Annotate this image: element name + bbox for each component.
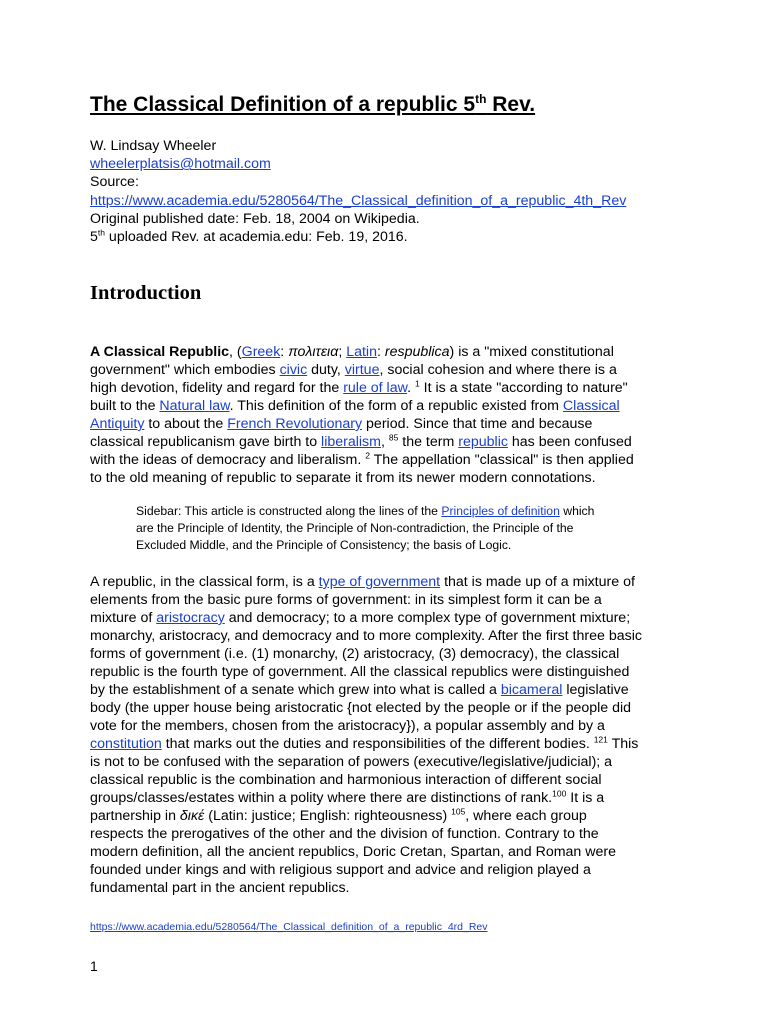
footnote-ref: 100 [552,788,567,799]
link-virtue[interactable]: virtue [344,362,380,378]
link-rule-of-law[interactable]: rule of law [343,380,408,396]
revision-line: 5th uploaded Rev. at academia.edu: Feb. 19, 2016. [90,227,408,246]
term-classical-republic: A Classical Republic [90,344,230,360]
link-natural-law[interactable]: Natural law [159,398,230,414]
source-label: Source: [90,174,139,191]
footnote-ref: 85 [388,432,399,443]
link-classical[interactable]: Classical [562,398,620,414]
link-type-of-government[interactable]: type of government [318,574,441,590]
latin-word: respublica [384,344,450,360]
greek-word: πολιτεια [288,344,339,360]
link-liberalism[interactable]: liberalism [321,434,381,450]
introduction-heading: Introduction [90,282,202,304]
footnote-ref: 2 [365,450,370,461]
footnote-ref: 105 [451,806,466,817]
title-text: The Classical Definition of a republic 5 [90,93,476,116]
link-aristocracy[interactable]: aristocracy [156,610,225,626]
link-bicameral[interactable]: bicameral [500,682,563,698]
link-civic[interactable]: civic [279,362,308,378]
link-french-revolutionary[interactable]: French Revolutionary [227,416,363,432]
link-latin[interactable]: Latin [346,344,377,360]
greek-word: δικέ [179,808,205,824]
link-constitution[interactable]: constitution [90,736,162,752]
sidebar-note: Sidebar: This article is constructed along the lines of the Principles of definition which are the Principle of Identity, the Principle of Non-contradiction, the Principle of the Excluded Middle, and the Principle of Consistency; the basis of Logic. [136,504,595,552]
footer-link[interactable]: https://www.academia.edu/5280564/The_Classical_definition_of_a_republic_4rd_Rev [90,921,488,933]
link-greek[interactable]: Greek [241,344,281,360]
intro-paragraph: A Classical Republic, (Greek: πολιτεια; Latin: respublica) is a "mixed constitutional government" which embodies civic duty, virtue, social cohesion and where there is a high devotion, fidelity and regard for the rule of law. $^1$ It is a state "according to nature" built to the Natural law. This definition of the form of a republic existed from Classical Antiquity to about the French Revolutionary period. Since that time and because classical republicanism gave birth to liberalism, $^{85}$ the term republic has been confused with the ideas of democracy and liberalism. $^2$ The appellation "classical" is then applied to the old meaning of republic to separate it from its newer modern connotations. [90,344,634,486]
link-republic[interactable]: republic [458,434,508,450]
document-title [90,93,730,117]
link-principles-of-definition[interactable]: Principles of definition [441,504,560,518]
page-number: 1 [90,958,98,974]
original-date: Original published date: Feb. 18, 2004 on Wikipedia. [90,210,420,227]
footnote-ref: 121 [593,734,608,745]
title-end: Rev. [486,93,536,116]
footnote-ref: 1 [414,378,420,389]
author-email-link[interactable]: wheelerplatsis@hotmail.com [90,156,271,173]
author-name: W. Lindsay Wheeler [90,138,217,154]
source-url-link[interactable]: https://www.academia.edu/5280564/The_Classical_definition_of_a_republic_4th_Rev [90,192,627,209]
document-meta [90,137,730,246]
link-antiquity[interactable]: Antiquity [90,416,145,432]
republic-paragraph: A republic, in the classical form, is a type of government that is made up of a mixture of elements from the basic pure forms of government: in its simplest form it can be a mixture of aristocracy and democracy; to a more complex type of government mixture; monarchy, aristocracy, and democracy and to more complexity. After the first three basic forms of government (i.e. (1) monarchy, (2) aristocracy, (3) democracy), the classical republic is the fourth type of government. All the classical republics were distinguished by the establishment of a senate which grew into what is called a bicameral legislative body (the upper house being aristocratic {not elected by the people or if the people did vote for the members, chosen from the aristocracy}), a popular assembly and by a constitution that marks out the duties and responsibilities of the different bodies. $^{121}$ This is not to be confused with the separation of powers (executive/legislative/judicial); a classical republic is the combination and harmonious interaction of different social groups/classes/estates within a polity where there are distinctions of rank.$^{100}$ It is a partnership in δικέ (Latin: justice; English: righteousness) $^{105}$, where each group respects the prerogatives of the other and the division of function. Contrary to the modern definition, all the ancient republics, Doric Cretan, Spartan, and Roman were founded under kings and with religious support and advice and religion played a fundamental part in the ancient republics. [90,574,642,896]
title-superscript: th [475,92,487,106]
